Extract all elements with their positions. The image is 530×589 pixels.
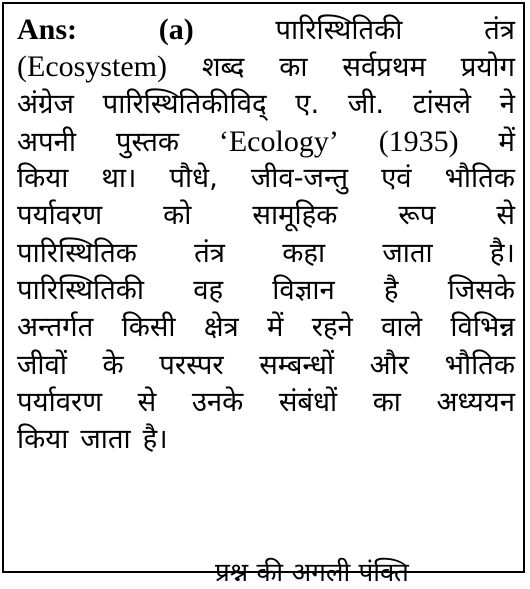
answer-line-6 xyxy=(17,197,515,234)
word: से xyxy=(137,385,157,418)
word: विभिन्न xyxy=(450,311,515,344)
word: वाले xyxy=(381,311,423,344)
answer-line-5 xyxy=(17,160,515,197)
word: पर्यावरण xyxy=(17,199,103,232)
word: रहने xyxy=(311,311,353,344)
word: किया xyxy=(17,162,69,195)
word: जिसके xyxy=(447,274,515,307)
word: पारिस्थितिक xyxy=(17,236,137,269)
word: में xyxy=(498,125,515,158)
answer-line-7 xyxy=(17,235,515,272)
word: पारिस्थितिकी xyxy=(17,274,144,307)
word: किया xyxy=(17,423,69,456)
answer-line-3 xyxy=(17,86,515,123)
word: वह xyxy=(193,274,224,307)
word: जीवों xyxy=(17,348,67,381)
word: क्षेत्र xyxy=(203,311,239,344)
answer-line-2 xyxy=(17,48,515,85)
word: जाता xyxy=(80,423,131,456)
word: रूप xyxy=(398,199,436,232)
word: भौतिक xyxy=(444,348,515,381)
word: कहा xyxy=(282,236,326,269)
word: संबंधों xyxy=(278,385,338,418)
word: ए. xyxy=(295,87,320,120)
answer-line-4 xyxy=(17,123,515,160)
word: और xyxy=(369,348,410,381)
word: प्रयोग xyxy=(460,51,515,84)
word: तंत्र xyxy=(484,14,515,46)
word: का xyxy=(279,51,308,84)
word: भौतिक xyxy=(444,162,515,195)
word: है। xyxy=(142,423,168,456)
answer-line-12 xyxy=(17,421,515,458)
year: (1935) xyxy=(378,124,459,158)
word: एवं xyxy=(381,162,412,195)
cut-off-next-text xyxy=(215,558,515,588)
word: में xyxy=(266,311,284,344)
word: उनके xyxy=(191,385,244,418)
answer-line-9 xyxy=(17,309,515,346)
word: को xyxy=(163,199,192,232)
word: सम्बन्धों xyxy=(259,348,335,381)
word: है। xyxy=(489,236,515,269)
word: (Ecosystem) xyxy=(17,50,167,84)
word: था। xyxy=(101,162,137,195)
answer-box xyxy=(2,2,525,573)
word: परस्पर xyxy=(159,348,224,381)
word: अध्ययन xyxy=(436,385,515,418)
answer-line-11 xyxy=(17,384,515,421)
word: जी. xyxy=(347,87,385,120)
word: पारिस्थितिकीविद् xyxy=(102,87,267,120)
answer-line-8 xyxy=(17,272,515,309)
answer-line-1 xyxy=(17,11,515,48)
word: अपनी xyxy=(17,125,77,158)
answer-label: Ans: xyxy=(17,13,78,46)
word: से xyxy=(496,199,515,232)
word: तंत्र xyxy=(194,236,225,269)
word: जाता xyxy=(382,236,433,269)
cut-off-text: प्रश्न की अगली पंक्ति xyxy=(215,558,409,588)
answer-line-10 xyxy=(17,347,515,384)
answer-option: (a) xyxy=(158,13,194,46)
word: शब्द xyxy=(201,51,245,84)
word: सामूहिक xyxy=(252,199,338,232)
word: अन्तर्गत xyxy=(17,311,94,344)
word: जीव-जन्तु xyxy=(250,162,349,195)
word: है xyxy=(383,274,399,307)
word: का xyxy=(372,385,401,418)
word: के xyxy=(102,348,124,381)
word: विज्ञान xyxy=(272,274,335,307)
word: अंग्रेज xyxy=(17,87,74,120)
word: ने xyxy=(499,87,515,120)
word: पर्यावरण xyxy=(17,385,103,418)
word: पौधे, xyxy=(169,162,218,195)
book-title: ‘Ecology’ xyxy=(218,124,339,158)
word: सर्वप्रथम xyxy=(342,51,426,84)
word: पारिस्थितिकी xyxy=(275,14,403,46)
word: किसी xyxy=(121,311,176,344)
word: टांसले xyxy=(412,87,472,120)
word: पुस्तक xyxy=(115,125,179,158)
